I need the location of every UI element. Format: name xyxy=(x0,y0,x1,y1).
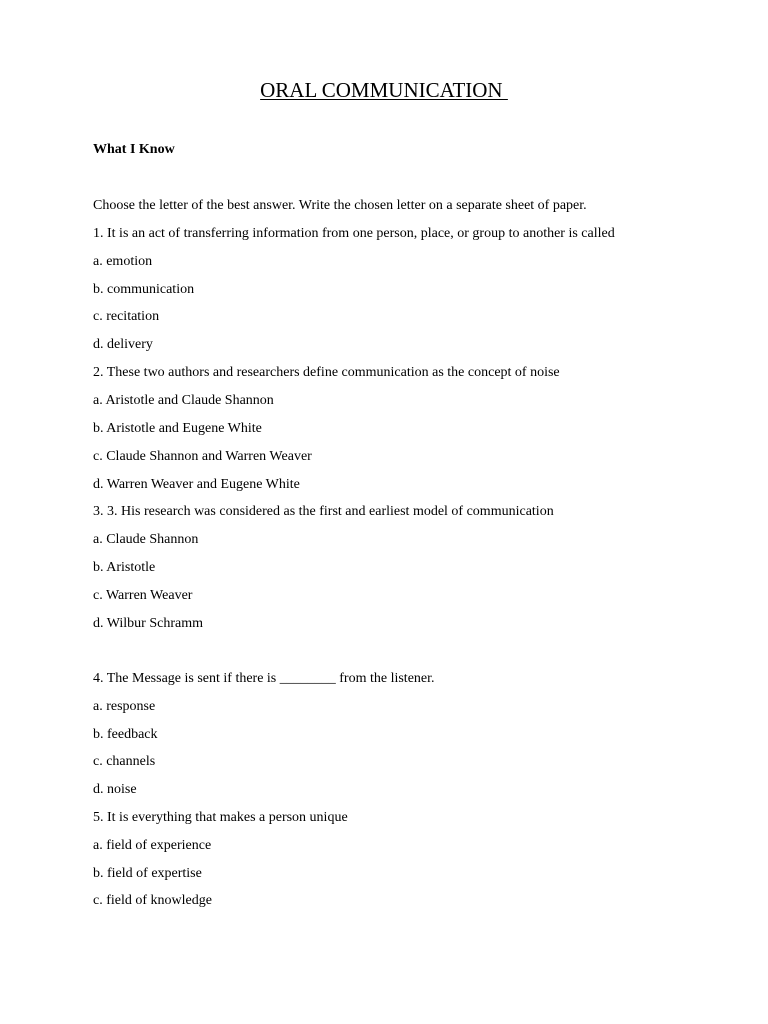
question-1-option-c: c. recitation xyxy=(93,309,160,324)
question-2-option-b: b. Aristotle and Eugene White xyxy=(93,421,262,436)
page-title xyxy=(0,77,768,103)
question-2-prompt: 2. These two authors and researchers define communication as the concept of noise xyxy=(93,365,560,380)
question-3-option-c: c. Warren Weaver xyxy=(93,588,193,603)
question-1-prompt: 1. It is an act of transferring information from one person, place, or group to another is called xyxy=(93,226,615,241)
question-4-option-d: d. noise xyxy=(93,782,137,797)
question-3-option-a: a. Claude Shannon xyxy=(93,532,199,547)
question-5-prompt: 5. It is everything that makes a person unique xyxy=(93,810,348,825)
question-5-option-a: a. field of experience xyxy=(93,838,212,853)
question-1-option-b: b. communication xyxy=(93,282,195,297)
question-4-option-a: a. response xyxy=(93,699,156,714)
question-4-prompt: 4. The Message is sent if there is ________ from the listener. xyxy=(93,671,435,686)
question-3-option-d: d. Wilbur Schramm xyxy=(93,616,203,631)
question-5-option-b: b. field of expertise xyxy=(93,866,202,881)
question-2-option-c: c. Claude Shannon and Warren Weaver xyxy=(93,449,312,464)
instructions-text: Choose the letter of the best answer. Write the chosen letter on a separate sheet of paper. xyxy=(93,198,587,213)
question-4-option-c: c. channels xyxy=(93,754,156,769)
question-4-option-b: b. feedback xyxy=(93,727,158,742)
page-title-text: ORAL COMMUNICATION xyxy=(260,78,508,102)
question-1-option-a: a. emotion xyxy=(93,254,153,269)
section-heading: What I Know xyxy=(93,142,175,157)
question-3-option-b: b. Aristotle xyxy=(93,560,156,575)
question-5-option-c: c. field of knowledge xyxy=(93,893,212,908)
question-3-prompt: 3. 3. His research was considered as the first and earliest model of communication xyxy=(93,504,554,519)
question-2-option-d: d. Warren Weaver and Eugene White xyxy=(93,477,300,492)
question-2-option-a: a. Aristotle and Claude Shannon xyxy=(93,393,274,408)
question-1-option-d: d. delivery xyxy=(93,337,153,352)
